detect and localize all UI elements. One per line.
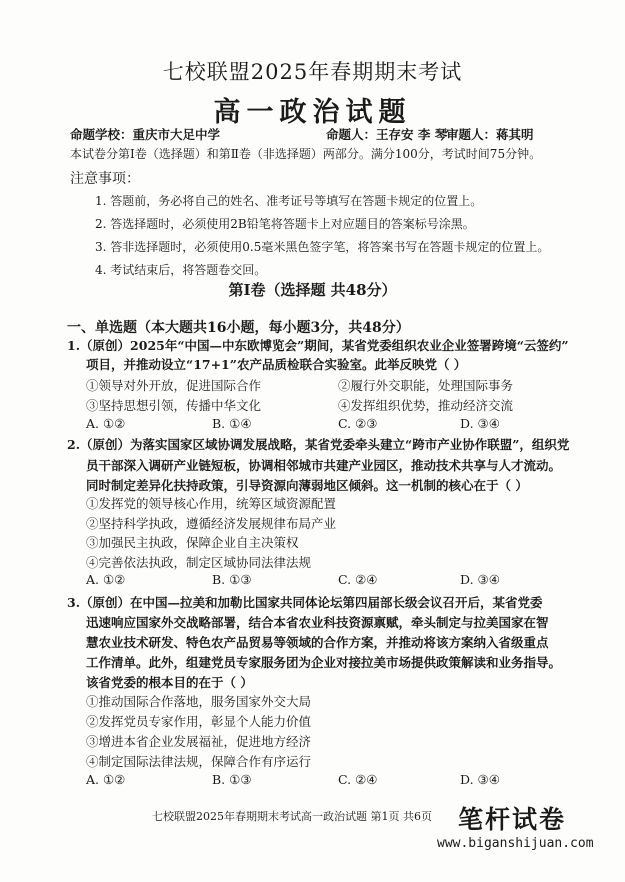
question-3-line: 该省党委的根本目的在于（ ） [86, 675, 253, 690]
question-1-line: 项目，并推动设立“17+1”农产品质检联合实验室。此举反映党（ ） [86, 357, 467, 372]
question-3-line: 工作清单。此外，组建党员专家服务团为企业对接拉美市场提供政策解读和业务指导。 [86, 655, 562, 670]
question-1-stem: ②履行外交职能，处理国际事务 [338, 378, 514, 393]
question-1-choice: C. ②③ [338, 416, 378, 431]
watermark-brand: 笔杆试卷 [458, 805, 567, 834]
question-1-stem: ③坚持思想引领，传播中华文化 [86, 398, 262, 413]
question-1-line: 1.（原创）2025年“中国—中东欧博览会”期间，某省党委组织农业企业签署跨境“云签约” [67, 338, 569, 353]
question-2-line: 同时制定差异化扶持政策，引导资源向薄弱地区倾斜。这一机制的核心在于（ ） [86, 478, 528, 493]
page-footer: 七校联盟2025年春期期末考试高一政治试题 第1页 共6页 [152, 810, 432, 823]
author-label: 命题人：王存安 李 琴 [326, 127, 448, 142]
question-3-stem: ②发挥党员专家作用，彰显个人能力价值 [86, 714, 312, 729]
question-2-choice: D. ③④ [460, 572, 500, 587]
question-3-stem: ①推动国际合作落地，服务国家外交大局 [86, 694, 312, 709]
exam-intro: 本试卷分第Ⅰ卷（选择题）和第Ⅱ卷（非选择题）两部分。满分100分，考试时间75分钟。 [70, 147, 542, 161]
question-1-choice: D. ③④ [460, 416, 500, 431]
question-1-stem: ④发挥组织优势，推动经济交流 [338, 398, 514, 413]
question-3-choice: D. ③④ [460, 772, 500, 787]
section-heading: 第Ⅰ卷（选择题 共48分） [228, 281, 397, 299]
notice-item: 3. 答非选择题时，必须使用0.5毫米黑色签字笔，将答案书写在答题卡规定的位置上。 [95, 240, 550, 254]
question-3-choice: C. ②④ [338, 772, 378, 787]
school-label: 命题学校：重庆市大足中学 [70, 127, 221, 142]
notice-item: 4. 考试结束后，将答题卷交回。 [95, 263, 267, 277]
question-2-stem: ③加强民主执政，保障企业自主决策权 [86, 535, 299, 550]
part-heading: 一、单选题（本大题共16小题，每小题3分，共48分） [67, 320, 410, 336]
question-2-stem: ④完善依法执政，制定区域协同法律法规 [86, 555, 312, 570]
question-3-stem: ④制定国际法律法规，保障合作有序运行 [86, 754, 312, 769]
exam-title: 七校联盟2025年春期期末考试 [162, 60, 463, 84]
question-3-choice: B. ①③ [212, 772, 252, 787]
question-1-stem: ①领导对外开放，促进国际合作 [86, 378, 262, 393]
question-2-choice: A. ①② [86, 572, 126, 587]
exam-subtitle: 高一政治试题 [213, 97, 412, 128]
question-3-line: 3.（原创）在中国—拉美和加勒比国家共同体论坛第四届部长级会议召开后，某省党委 [67, 595, 543, 610]
question-3-stem: ③增进本省企业发展福祉，促进地方经济 [86, 734, 312, 749]
question-1-choice: B. ①④ [212, 416, 252, 431]
question-2-choice: C. ②④ [338, 572, 378, 587]
watermark-url[interactable]: www.biganshijuan.com [437, 836, 594, 851]
notice-heading: 注意事项： [70, 171, 140, 187]
question-3-line: 迅速响应国家外交战略部署，结合本省农业科技资源禀赋，牵头制定与拉美国家在智 [86, 615, 549, 630]
notice-item: 1. 答题前，务必将自己的姓名、准考证号等填写在答题卡规定的位置上。 [95, 194, 483, 208]
question-3-choice: A. ①② [86, 772, 126, 787]
question-2-choice: B. ①③ [212, 572, 252, 587]
reviewer-label: 审题人：蒋其明 [446, 127, 534, 142]
question-2-line: 2.（原创）为落实国家区域协调发展战略，某省党委牵头建立“跨市产业协作联盟”，组织党 [67, 437, 570, 452]
question-2-stem: ①发挥党的领导核心作用，统筹区域资源配置 [86, 496, 337, 511]
question-1-choice: A. ①② [86, 416, 126, 431]
question-2-line: 员干部深入调研产业链短板，协调相邻城市共建产业园区，推动技术共享与人才流动。 [86, 458, 562, 473]
question-3-line: 慧农业技术研发、特色农产品贸易等领域的合作方案，并推动将该方案纳入省级重点 [86, 635, 549, 650]
question-2-stem: ②坚持科学执政，遵循经济发展规律布局产业 [86, 516, 337, 531]
notice-item: 2. 答选择题时，必须使用2B铅笔将答题卡上对应题目的答案标号涂黑。 [95, 217, 475, 231]
